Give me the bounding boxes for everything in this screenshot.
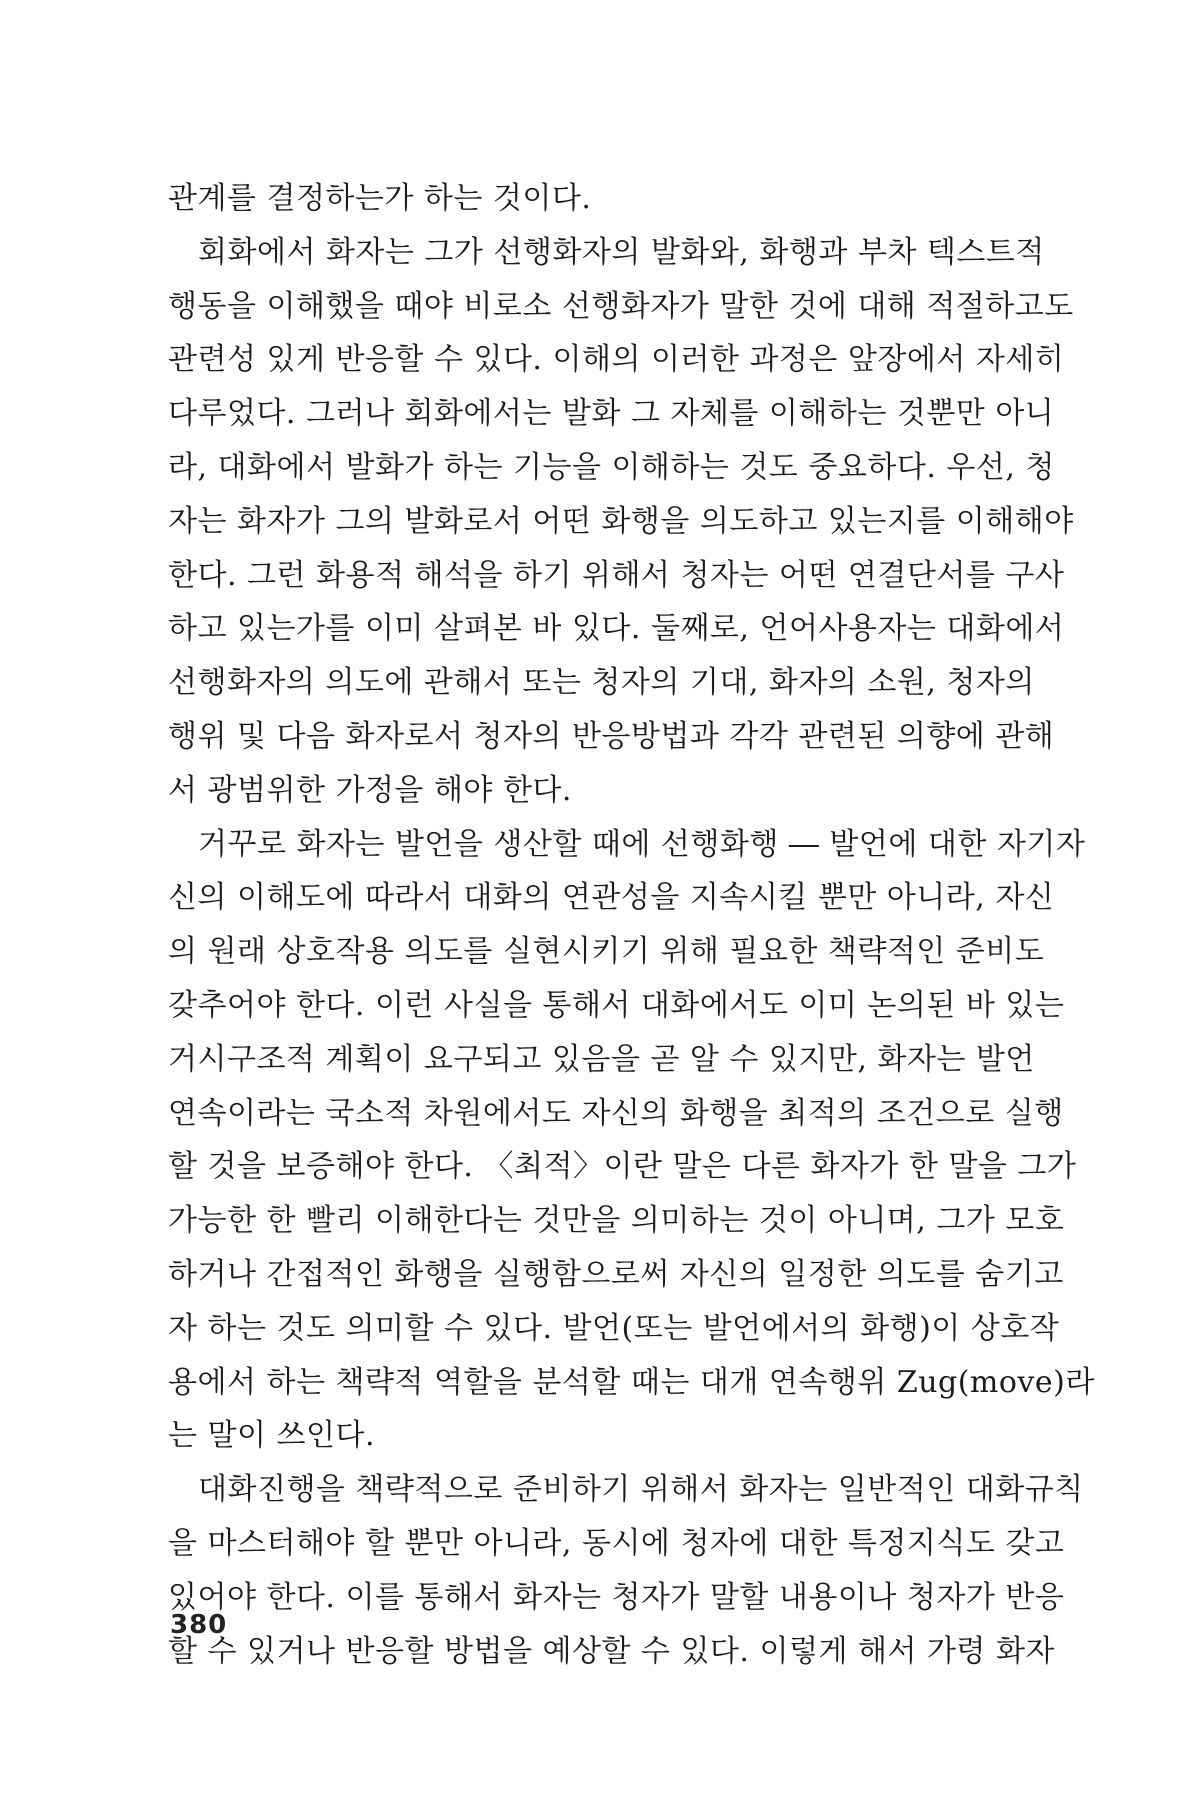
text-line: 대화진행을 책략적으로 준비하기 위해서 화자는 일반적인 대화규칙 [198,1472,1084,1508]
text-line: 신의 이해도에 따라서 대화의 연관성을 지속시킬 뿐만 아니라, 자신 [168,880,1055,916]
text-line: 한다. 그런 화용적 해석을 하기 위해서 청자는 어떤 연결단서를 구사 [168,557,1065,593]
text-line: 있어야 한다. 이를 통해서 화자는 청자가 말할 내용이나 청자가 반응 [168,1579,1065,1615]
text-line: 하고 있는가를 이미 살펴본 바 있다. 둘째로, 언어사용자는 대화에서 [168,611,1065,647]
text-line: 서 광범위한 가정을 해야 한다. [168,772,572,808]
text-line: 을 마스터해야 할 뿐만 아니라, 동시에 청자에 대한 특정지식도 갖고 [168,1525,1065,1561]
paragraph [168,226,1074,818]
body-text [168,172,1095,1678]
paragraph [168,1463,1084,1678]
text-line: 할 것을 보증해야 한다. 〈최적〉이란 말은 다른 화자가 한 말을 그가 [168,1149,1077,1185]
text-line: 라, 대화에서 발화가 하는 기능을 이해하는 것도 중요하다. 우선, 청 [168,449,1055,485]
text-line: 회화에서 화자는 그가 선행화자의 발화와, 화행과 부차 텍스트적 [198,234,1045,270]
paragraph [168,172,1028,226]
text-line: 행동을 이해했을 때야 비로소 선행화자가 말한 것에 대해 적절하고도 [168,288,1074,324]
text-line: 하거나 간접적인 화행을 실행함으로써 자신의 일정한 의도를 숨기고 [168,1256,1064,1292]
text-line: 자는 화자가 그의 발화로서 어떤 화행을 의도하고 있는지를 이해해야 [168,503,1074,539]
text-line: 관계를 결정하는가 하는 것이다. [168,181,592,216]
text-line: 행위 및 다음 화자로서 청자의 반응방법과 각각 관련된 의향에 관해 [168,718,1055,754]
text-line: 는 말이 쓰인다. [168,1418,375,1454]
paragraph [168,818,1095,1464]
text-line: 용에서 하는 책략적 역할을 분석할 때는 대개 연속행위 Zug(move)라 [168,1364,1095,1400]
text-line: 연속이라는 국소적 차원에서도 자신의 화행을 최적의 조건으로 실행 [168,1095,1064,1131]
text-line: 거꾸로 화자는 발언을 생산할 때에 선행화행 ― 발언에 대한 자기자 [198,826,1086,862]
text-line: 할 수 있거나 반응할 방법을 예상할 수 있다. 이렇게 해서 가령 화자 [168,1633,1055,1669]
page-number: 380 [170,1610,228,1640]
text-line: 거시구조적 계획이 요구되고 있음을 곧 알 수 있지만, 화자는 발언 [168,1041,1035,1077]
text-line: 다루었다. 그러나 회화에서는 발화 그 자체를 이해하는 것뿐만 아니 [168,396,1055,432]
text-line: 가능한 한 빨리 이해한다는 것만을 의미하는 것이 아니며, 그가 모호 [168,1203,1065,1239]
text-line: 갖추어야 한다. 이런 사실을 통해서 대화에서도 이미 논의된 바 있는 [168,987,1065,1023]
text-line: 의 원래 상호작용 의도를 실현시키기 위해 필요한 책략적인 준비도 [168,934,1045,970]
text-line: 관련성 있게 반응할 수 있다. 이해의 이러한 과정은 앞장에서 자세히 [168,342,1065,378]
text-line: 자 하는 것도 의미할 수 있다. 발언(또는 발언에서의 화행)이 상호작 [168,1310,1060,1346]
text-line: 선행화자의 의도에 관해서 또는 청자의 기대, 화자의 소원, 청자의 [168,665,1035,701]
